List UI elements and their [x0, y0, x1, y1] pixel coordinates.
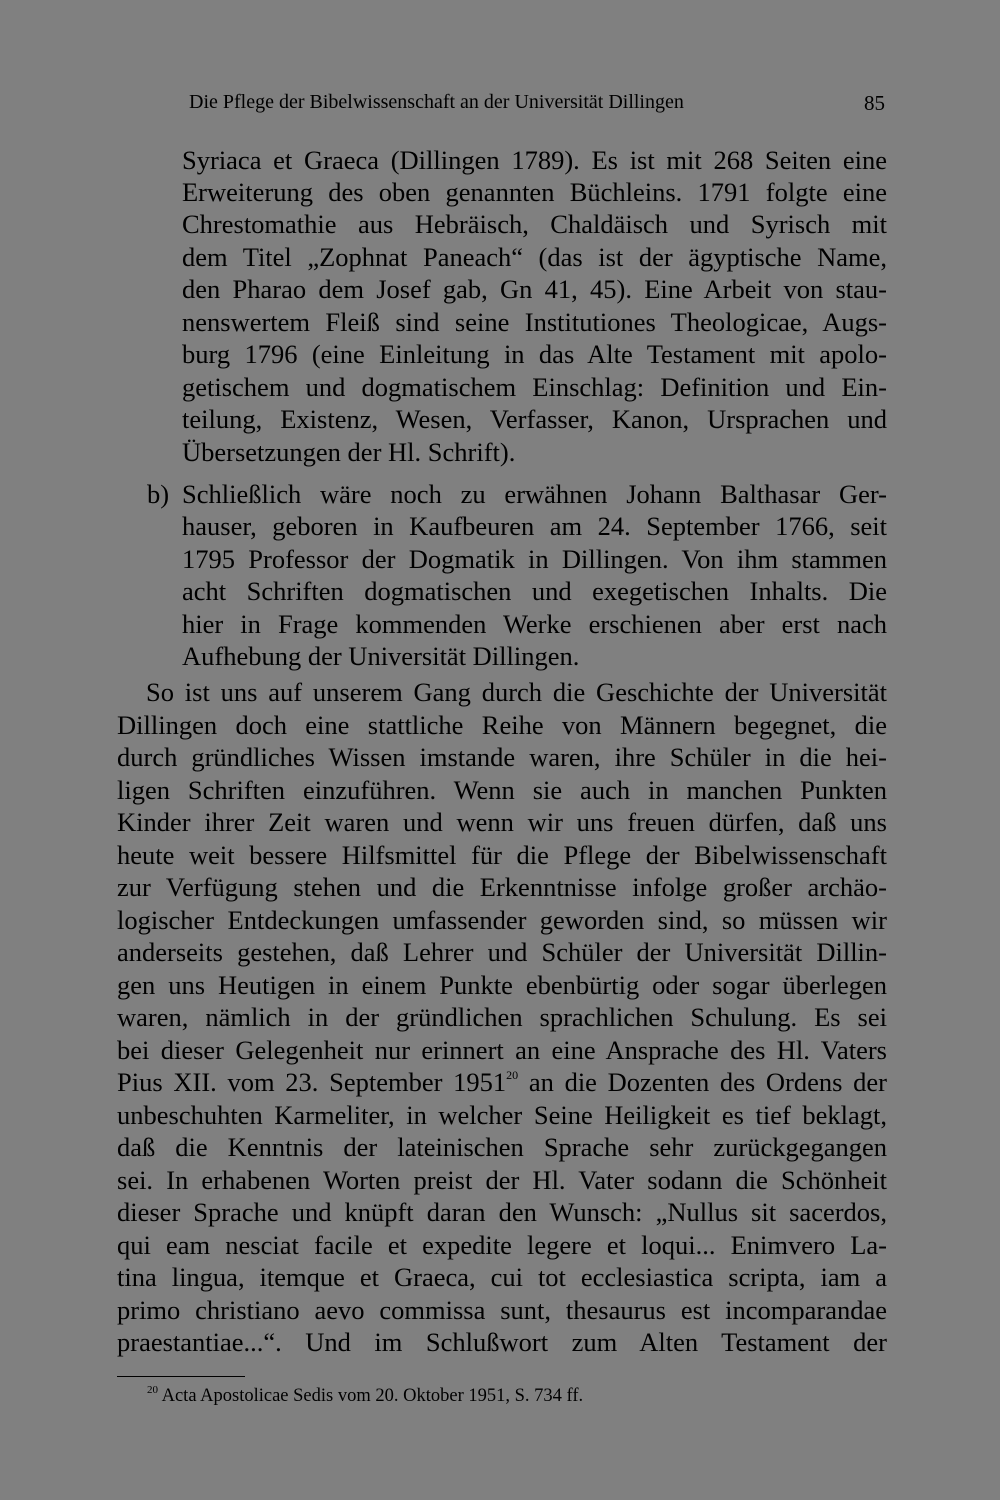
text-line: gen uns Heutigen in einem Punkte ebenbürtig oder sogar überlegen [117, 970, 887, 1000]
footnote-reference[interactable]: 20 [506, 1068, 519, 1082]
text-fragment: Pius XII. vom 23. September 1951 [117, 1067, 507, 1097]
list-marker: b) [147, 479, 170, 509]
text-fragment: an die Dozenten des Ordens der [518, 1067, 887, 1097]
text-line: Schließlich wäre noch zu erwähnen Johann Balthasar Ger- [182, 479, 887, 509]
text-line: logischer Entdeckungen umfassender geworden sind, so müssen wir [117, 905, 887, 935]
text-line: waren, nämlich in der gründlichen sprachlichen Schulung. Es sei [117, 1002, 887, 1032]
text-line: Dillingen doch eine stattliche Reihe von Männern begegnet, die [117, 710, 887, 740]
text-line: praestantiae...“. Und im Schlußwort zum Alten Testament der [117, 1327, 887, 1357]
text-line: Kinder ihrer Zeit waren und wenn wir uns freuen dürfen, daß uns [117, 807, 887, 837]
text-line: 1795 Professor der Dogmatik in Dillingen. Von ihm stammen [182, 544, 887, 574]
text-line: sei. In erhabenen Worten preist der Hl. Vater sodann die Schönheit [117, 1165, 887, 1195]
text-line: durch gründliches Wissen imstande waren, ihre Schüler in die hei- [117, 742, 887, 772]
text-line: Erweiterung des oben genannten Büchleins. 1791 folgte eine [182, 177, 887, 207]
text-line: Chrestomathie aus Hebräisch, Chaldäisch und Syrisch mit [182, 209, 887, 239]
text-line: Übersetzungen der Hl. Schrift). [182, 437, 516, 467]
text-line: teilung, Existenz, Wesen, Verfasser, Kanon, Ursprachen und [182, 404, 887, 434]
text-line: primo christiano aevo commissa sunt, thesaurus est incomparandae [117, 1295, 887, 1325]
text-line: ligen Schriften einzuführen. Wenn sie auch in manchen Punkten [117, 775, 887, 805]
text-line: Aufhebung der Universität Dillingen. [182, 641, 580, 671]
page-number: 85 [864, 91, 885, 115]
footnote [147, 1383, 583, 1409]
text-line: getischem und dogmatischem Einschlag: Definition und Ein- [182, 372, 887, 402]
text-line: nenswertem Fleiß sind seine Institutiones Theologicae, Augs- [182, 307, 887, 337]
text-line: zur Verfügung stehen und die Erkenntnisse infolge großer archäo- [117, 872, 887, 902]
text-line: So ist uns auf unserem Gang durch die Geschichte der Universität [146, 677, 887, 707]
text-line: daß die Kenntnis der lateinischen Sprache sehr zurückgegangen [117, 1132, 887, 1162]
text-line: acht Schriften dogmatischen und exegetischen Inhalts. Die [182, 576, 887, 606]
text-line: den Pharao dem Josef gab, Gn 41, 45). Eine Arbeit von stau- [182, 274, 887, 304]
text-line-with-footnote-ref [117, 1066, 887, 1098]
text-line: dieser Sprache und knüpft daran den Wunsch: „Nullus sit sacerdos, [117, 1197, 887, 1227]
footnote-text: Acta Apostolicae Sedis vom 20. Oktober 1951, S. 734 ff. [161, 1386, 584, 1406]
text-line: unbeschuhten Karmeliter, in welcher Seine Heiligkeit es tief beklagt, [117, 1100, 887, 1130]
text-line: bei dieser Gelegenheit nur erinnert an eine Ansprache des Hl. Vaters [117, 1035, 887, 1065]
text-line: tina lingua, itemque et Graeca, cui tot ecclesiastica scripta, iam a [117, 1262, 887, 1292]
running-title: Die Pflege der Bibelwissenschaft an der Universität Dillingen [189, 91, 684, 113]
text-line: qui eam nesciat facile et expedite legere et loqui... Enimvero La- [117, 1230, 887, 1260]
text-line: dem Titel „Zophnat Paneach“ (das ist der ägyptische Name, [182, 242, 887, 272]
footnote-divider [117, 1376, 245, 1377]
text-line: hauser, geboren in Kaufbeuren am 24. September 1766, seit [182, 511, 887, 541]
text-line: anderseits gestehen, daß Lehrer und Schüler der Universität Dillin- [117, 937, 887, 967]
text-line: heute weit bessere Hilfsmittel für die Pflege der Bibelwissenschaft [117, 840, 887, 870]
text-line: burg 1796 (eine Einleitung in das Alte Testament mit apolo- [182, 339, 887, 369]
footnote-number: 20 [147, 1384, 158, 1396]
running-head [189, 91, 889, 121]
text-line: hier in Frage kommenden Werke erschienen aber erst nach [182, 609, 887, 639]
text-line: Syriaca et Graeca (Dillingen 1789). Es ist mit 268 Seiten eine [182, 145, 887, 175]
